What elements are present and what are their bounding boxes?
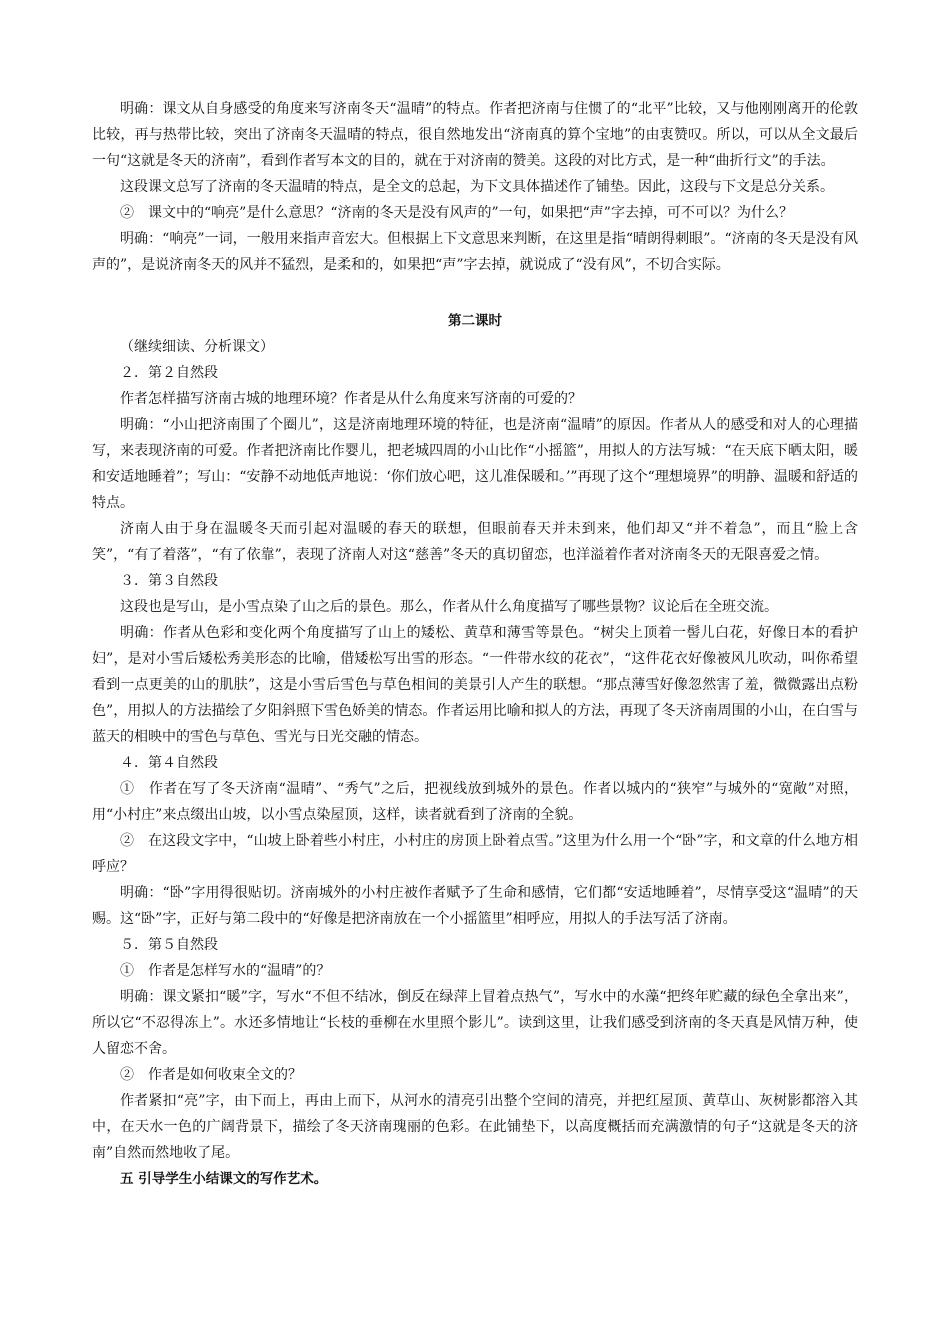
paragraph: 这段也是写山，是小雪点染了山之后的景色。那么，作者从什么角度描写了哪些景物？议论后在全班交流。 [120, 599, 778, 615]
paragraph: 这段课文总写了济南的冬天温晴的特点，是全文的总起，为下文具体描述作了铺垫。因此，这段与下文是总分关系。 [120, 179, 834, 195]
paragraph: 明确：课文从自身感受的角度来写济南冬天“温晴”的特点。作者把济南与住惯了的“北平”比较，又与他刚刚离开的伦敦比较，再与热带比较，突出了济南冬天温晴的特点，很自然地发出“济南真的算个宝地”的由衷赞叹。所以，可以从全文最后一句“这就是冬天的济南”，看到作者写本文的目的，就在于对济南的赞美。这段的对比方式，是一种“曲折行文”的手法。 [92, 101, 858, 169]
section-title: 五 引导学生小结课文的写作艺术。 [120, 1171, 328, 1187]
lesson-title: 第二课时 [448, 313, 502, 329]
lesson-note: （继续细读、分析课文） [120, 339, 274, 355]
paragraph: ② 在这段文字中，“山坡上卧着些小村庄，小村庄的房顶上卧着点雪。”这里为什么用一个“卧”字，和文章的什么地方相呼应？ [92, 833, 858, 875]
section-heading: ５．第５自然段 [120, 937, 218, 953]
paragraph: ① 作者是怎样写水的“温晴”的？ [120, 963, 331, 979]
paragraph: ② 作者是如何收束全文的？ [120, 1067, 302, 1083]
paragraph: 明确：“卧”字用得很贴切。济南城外的小村庄被作者赋予了生命和感情，它们都“安适地睡着”，尽情享受这“温晴”的天赐。这“卧”字，正好与第二段中的“好像是把济南放在一个小摇篮里”相呼应，用拟人的手法写活了济南。 [92, 885, 858, 927]
answer-paragraph: 明确：“响亮”一词，一般用来指声音宏大。但根据上下文意思来判断，在这里是指“晴朗得刺眼”。“济南的冬天是没有风声的”，是说济南冬天的风并不猛烈，是柔和的，如果把“声”字去掉，就说成了“没有风”，不切合实际。 [92, 231, 858, 273]
paragraph: 作者怎样描写济南古城的地理环境？作者是从什么角度来写济南的可爱的？ [120, 391, 582, 407]
section-heading: ２．第２自然段 [120, 365, 218, 381]
paragraph: ① 作者在写了冬天济南“温晴”、“秀气”之后，把视线放到城外的景色。作者以城内的“狭窄”与城外的“宽敞”对照，用“小村庄”来点缀出山坡，以小雪点染屋顶，这样，读者就看到了济南的全貌。 [92, 781, 858, 823]
paragraph: 济南人由于身在温暖冬天而引起对温暖的春天的联想，但眼前春天并未到来，他们却又“并不着急”，而且“脸上含笑”，“有了着落”，“有了依靠”，表现了济南人对这“慈善”冬天的真切留恋，也洋溢着作者对济南冬天的无限喜爱之情。 [92, 521, 858, 563]
paragraph: 明确：作者从色彩和变化两个角度描写了山上的矮松、黄草和薄雪等景色。“树尖上顶着一髻儿白花，好像日本的看护妇”，是对小雪后矮松秀美形态的比喻，借矮松写出雪的形态。“一件带水纹的花衣”，“这件花衣好像被风儿吹动，叫你希望看到一点更美的山的肌肤”，这是小雪后雪色与草色相间的美景引人产生的联想。“那点薄雪好像忽然害了羞，微微露出点粉色”，用拟人的方法描绘了夕阳斜照下雪色娇美的情态。作者运用比喻和拟人的方法，再现了冬天济南周围的小山，在白雪与蓝天的相映中的雪色与草色、雪光与日光交融的情态。 [92, 625, 858, 745]
section-heading: ３．第３自然段 [120, 573, 218, 589]
paragraph: 作者紧扣“亮”字，由下而上，再由上而下，从河水的清亮引出整个空间的清亮，并把红屋顶、黄草山、灰树影都溶入其中，在天水一色的广阔背景下，描绘了冬天济南瑰丽的色彩。在此铺垫下，以高度概括而充满激情的句子“这就是冬天的济南”自然而然地收了尾。 [92, 1093, 858, 1161]
paragraph: 明确：“小山把济南围了个圈儿”，这是济南地理环境的特征，也是济南“温晴”的原因。作者从人的感受和对人的心理描写，来表现济南的可爱。作者把济南比作婴儿，把老城四周的小山比作“小摇篮”，用拟人的方法写城：“在天底下晒太阳，暖和安适地睡着”；写山：“安静不动地低声地说：‘你们放心吧，这儿准保暖和。’”再现了这个“理想境界”的明静、温暖和舒适的特点。 [92, 417, 858, 511]
paragraph: 明确：课文紧扣“暖”字，写水“不但不结冰，倒反在绿萍上冒着点热气”，写水中的水藻“把终年贮藏的绿色全拿出来”，所以它“不忍得冻上”。水还多情地让“长枝的垂柳在水里照个影儿”。读到这里，让我们感受到济南的冬天真是风情万种，使人留恋不舍。 [92, 989, 858, 1057]
section-heading: ４．第４自然段 [120, 755, 218, 771]
question-paragraph: ② 课文中的“响亮”是什么意思？“济南的冬天是没有风声的”一句，如果把“声”字去掉，可不可以？为什么？ [120, 205, 793, 221]
